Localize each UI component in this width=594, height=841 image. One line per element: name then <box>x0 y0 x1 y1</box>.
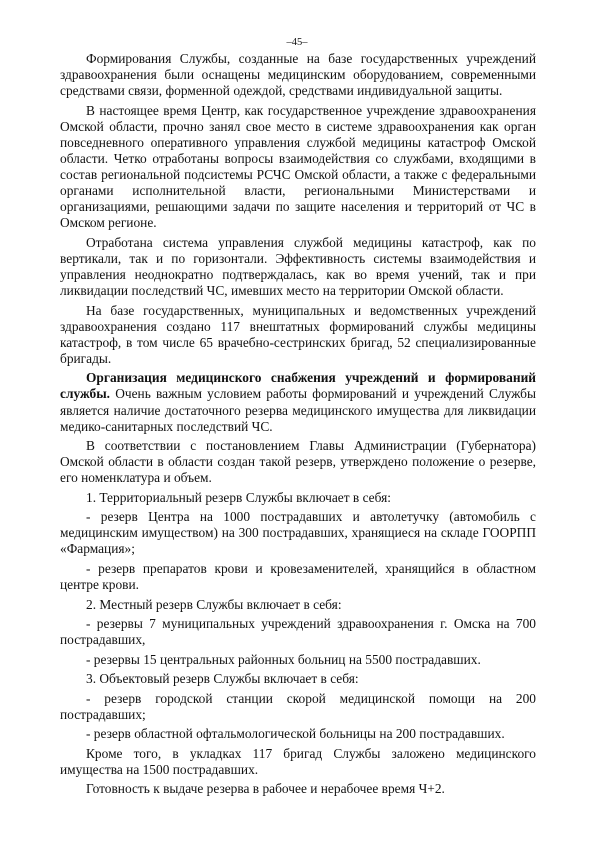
page-number: –45– <box>286 37 308 48</box>
paragraph-6: В соответствии с постановлением Главы Администрации (Губернатора) Омской области в области создан такой резерв, утверждено положение о резерве, его номенклатура и объем. <box>60 438 536 486</box>
body-text <box>60 51 536 801</box>
list-heading-local: 2. Местный резерв Службы включает в себя: <box>86 596 342 612</box>
list-item: - резерв городской станции скорой медицинской помощи на 200 пострадавших; <box>60 690 536 722</box>
paragraph-readiness: Готовность к выдаче резерва в рабочее и нерабочее время Ч+2. <box>86 781 445 797</box>
list-heading-territorial: 1. Территориальный резерв Службы включает в себя: <box>86 489 391 505</box>
paragraph-5 <box>60 370 536 434</box>
list-item: - резервы 7 муниципальных учреждений здравоохранения г. Омска на 700 пострадавших, <box>60 616 536 648</box>
paragraph-3: Отработана система управления службой медицины катастроф, как по вертикали, так и по горизонтали. Эффективность системы взаимодействия и управления неоднократно подтверждалась, как во время учений, так и при ликвидации последствий ЧС, имевших место на территории Омской области. <box>60 234 536 299</box>
paragraph-brigades: Кроме того, в укладках 117 бригад Службы заложено медицинского имущества на 1500 пострадавших. <box>60 745 536 777</box>
list-item: - резерв Центра на 1000 пострадавших и автолетучку (автомобиль с медицинским имуществом) на 300 пострадавших, хранящиеся на складе ГООРПП «Фармация»; <box>60 509 536 557</box>
paragraph-5-text: Очень важным условием работы формирований и учреждений Службы является наличие достаточного резерва медицинского имущества для ликвидации медико-санитарных последствий ЧС. <box>60 386 536 434</box>
section-heading: Организация медицинского снабжения учреждений и формирований службы. <box>60 370 536 402</box>
paragraph-2: В настоящее время Центр, как государственное учреждение здравоохранения Омской области, прочно занял свое место в системе здравоохранения как орган повседневного оперативного управления службой медицины катастроф Омской области. Четко отработаны вопросы взаимодействия со службами, входящими в состав региональной подсистемы РСЧС Омской области, а также с федеральными органами исполнительной власти, региональными Министерствами и организациями, решающими задачи по защите населения и территорий от ЧС в Омском регионе. <box>60 102 536 231</box>
list-item: - резерв областной офтальмологической больницы на 200 пострадавших. <box>86 726 505 742</box>
paragraph-4: На базе государственных, муниципальных и ведомственных учреждений здравоохранения создано 117 внештатных формирований службы медицины катастроф, в том числе 65 врачебно-сестринских бригад, 52 специализированные бригады. <box>60 302 536 366</box>
list-heading-object: 3. Объектовый резерв Службы включает в себя: <box>86 671 359 687</box>
list-item: - резервы 15 центральных районных больниц на 5500 пострадавших. <box>86 651 481 667</box>
paragraph-1: Формирования Службы, созданные на базе государственных учреждений здравоохранения были оснащены медицинским оборудованием, современными средствами связи, форменной одеждой, средствами индивидуальной защиты. <box>60 51 536 99</box>
list-item: - резерв препаратов крови и кровезаменителей, хранящийся в областном центре крови. <box>60 560 536 593</box>
